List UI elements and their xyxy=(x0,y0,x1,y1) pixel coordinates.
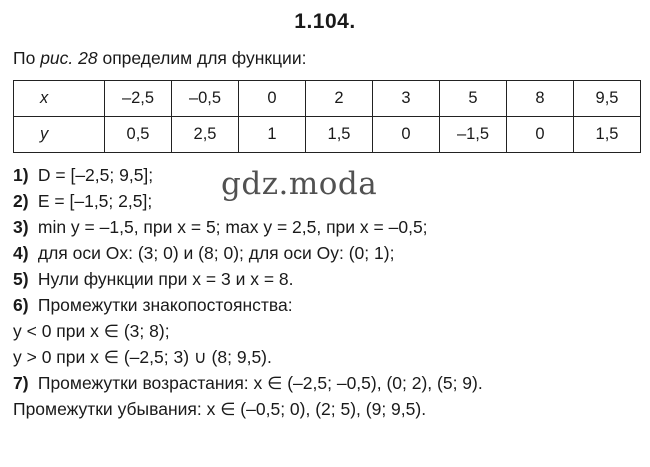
table-cell: –1,5 xyxy=(440,117,507,153)
item-subline: Промежутки убывания: x ∈ (–0,5; 0), (2; 5), (9; 9,5). xyxy=(13,399,427,419)
values-table xyxy=(13,80,641,153)
table-cell: 2 xyxy=(306,81,373,117)
table-cell: 2,5 xyxy=(172,117,239,153)
table-cell: 8 xyxy=(507,81,574,117)
row-label-x: x xyxy=(14,81,105,117)
answer-item-7 xyxy=(13,370,483,396)
table-cell: 1,5 xyxy=(306,117,373,153)
item-text: Промежутки возрастания: x ∈ (–2,5; –0,5), (0; 2), (5; 9). xyxy=(37,373,483,393)
answer-item-3 xyxy=(13,214,483,240)
answer-item-5 xyxy=(13,266,483,292)
table-cell: 0 xyxy=(239,81,306,117)
table-cell: 1 xyxy=(239,117,306,153)
item-number: 4) xyxy=(13,243,29,263)
table-row-x xyxy=(14,81,641,117)
answer-item-4 xyxy=(13,240,483,266)
table-cell: –2,5 xyxy=(105,81,172,117)
row-label-y: y xyxy=(14,117,105,153)
intro-prefix: По xyxy=(13,48,36,68)
item-number: 6) xyxy=(13,295,29,315)
item-number: 5) xyxy=(13,269,29,289)
table-cell: 0 xyxy=(373,117,440,153)
table-cell: –0,5 xyxy=(172,81,239,117)
item-number: 2) xyxy=(13,191,29,211)
intro-text xyxy=(13,48,306,69)
table-cell: 9,5 xyxy=(574,81,641,117)
item-number: 7) xyxy=(13,373,29,393)
figure-reference: рис. 28 xyxy=(40,48,98,68)
item-text: Промежутки знакопостоянства: xyxy=(37,295,293,315)
intro-suffix: определим для функции: xyxy=(102,48,307,68)
item-text: D = [–2,5; 9,5]; xyxy=(37,165,154,185)
watermark: gdz.moda xyxy=(221,166,378,202)
table-row-y xyxy=(14,117,641,153)
item-text: E = [–1,5; 2,5]; xyxy=(37,191,153,211)
table-cell: 0,5 xyxy=(105,117,172,153)
problem-number: 1.104. xyxy=(294,10,356,33)
item-text: для оси Ox: (3; 0) и (8; 0); для оси Oy: (0; 1); xyxy=(37,243,395,263)
table-cell: 3 xyxy=(373,81,440,117)
table-cell: 0 xyxy=(507,117,574,153)
item-text: min y = –1,5, при x = 5; max y = 2,5, при x = –0,5; xyxy=(37,217,428,237)
item-number: 3) xyxy=(13,217,29,237)
table-cell: 5 xyxy=(440,81,507,117)
item-subline: y > 0 при x ∈ (–2,5; 3) ∪ (8; 9,5). xyxy=(13,347,272,367)
answer-item-6 xyxy=(13,292,483,318)
table-cell: 1,5 xyxy=(574,117,641,153)
item-subline: y < 0 при x ∈ (3; 8); xyxy=(13,321,170,341)
item-text: Нули функции при x = 3 и x = 8. xyxy=(37,269,294,289)
item-number: 1) xyxy=(13,165,29,185)
